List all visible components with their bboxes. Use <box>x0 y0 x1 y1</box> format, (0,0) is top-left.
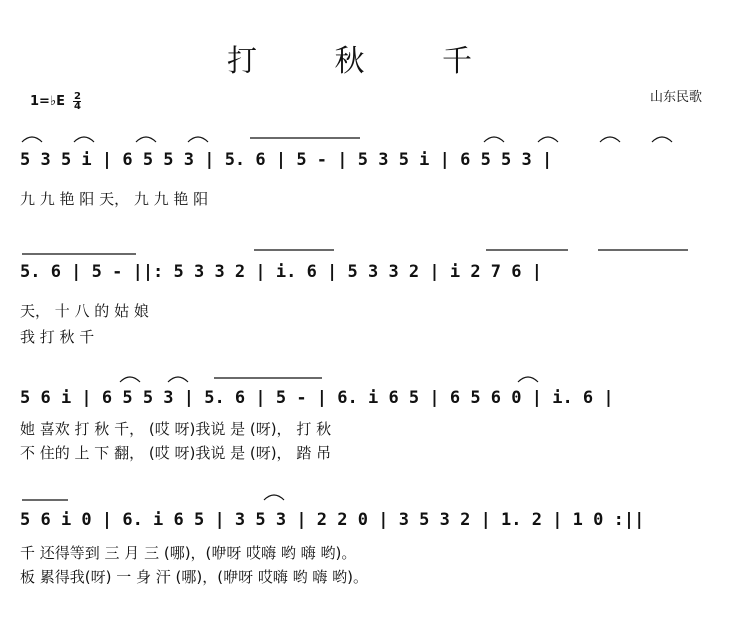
lyrics-verse-1: 千 还得等到 三 月 三 (哪)，(咿呀 哎嗨 哟 嗨 哟)。 <box>20 544 357 562</box>
notation-line: 5 6 i | 6 5 5 3 | 5. 6 | 5 - | 6. i 6 5 | 6 5 6 0 | i. 6 | <box>20 388 614 408</box>
key-label: 1=♭E <box>30 94 65 109</box>
lyrics-verse-1: 天， 十 八 的 姑 娘 <box>20 302 149 320</box>
notation-line: 5. 6 | 5 - ||: 5 3 3 2 | i. 6 | 5 3 3 2 | i 2 7 6 | <box>20 262 542 282</box>
time-signature-top: 2 <box>74 91 81 102</box>
time-signature-bottom: 4 <box>74 101 81 112</box>
lyrics-verse-1: 九 九 艳 阳 天， 九 九 艳 阳 <box>20 190 209 208</box>
song-source: 山东民歌 <box>650 90 703 105</box>
lyrics-verse-2: 不 住的 上 下 翻， (哎 呀)我说 是 (呀)， 踏 吊 <box>20 444 332 462</box>
lyrics-verse-2: 我 打 秋 千 <box>20 328 95 346</box>
lyrics-verse-2: 板 累得我(呀) 一 身 汗 (哪)，(咿呀 哎嗨 哟 嗨 哟)。 <box>20 568 369 586</box>
song-title: 打 秋 千 <box>226 44 507 79</box>
notation-line: 5 3 5 i | 6 5 5 3 | 5. 6 | 5 - | 5 3 5 i | 6 5 5 3 | <box>20 150 553 170</box>
lyrics-verse-1: 她 喜欢 打 秋 千， (哎 呀)我说 是 (呀)， 打 秋 <box>20 420 332 438</box>
notation-line: 5 6 i 0 | 6. i 6 5 | 3 5 3 | 2 2 0 | 3 5 3 2 | 1. 2 | 1 0 :|| <box>20 510 645 530</box>
